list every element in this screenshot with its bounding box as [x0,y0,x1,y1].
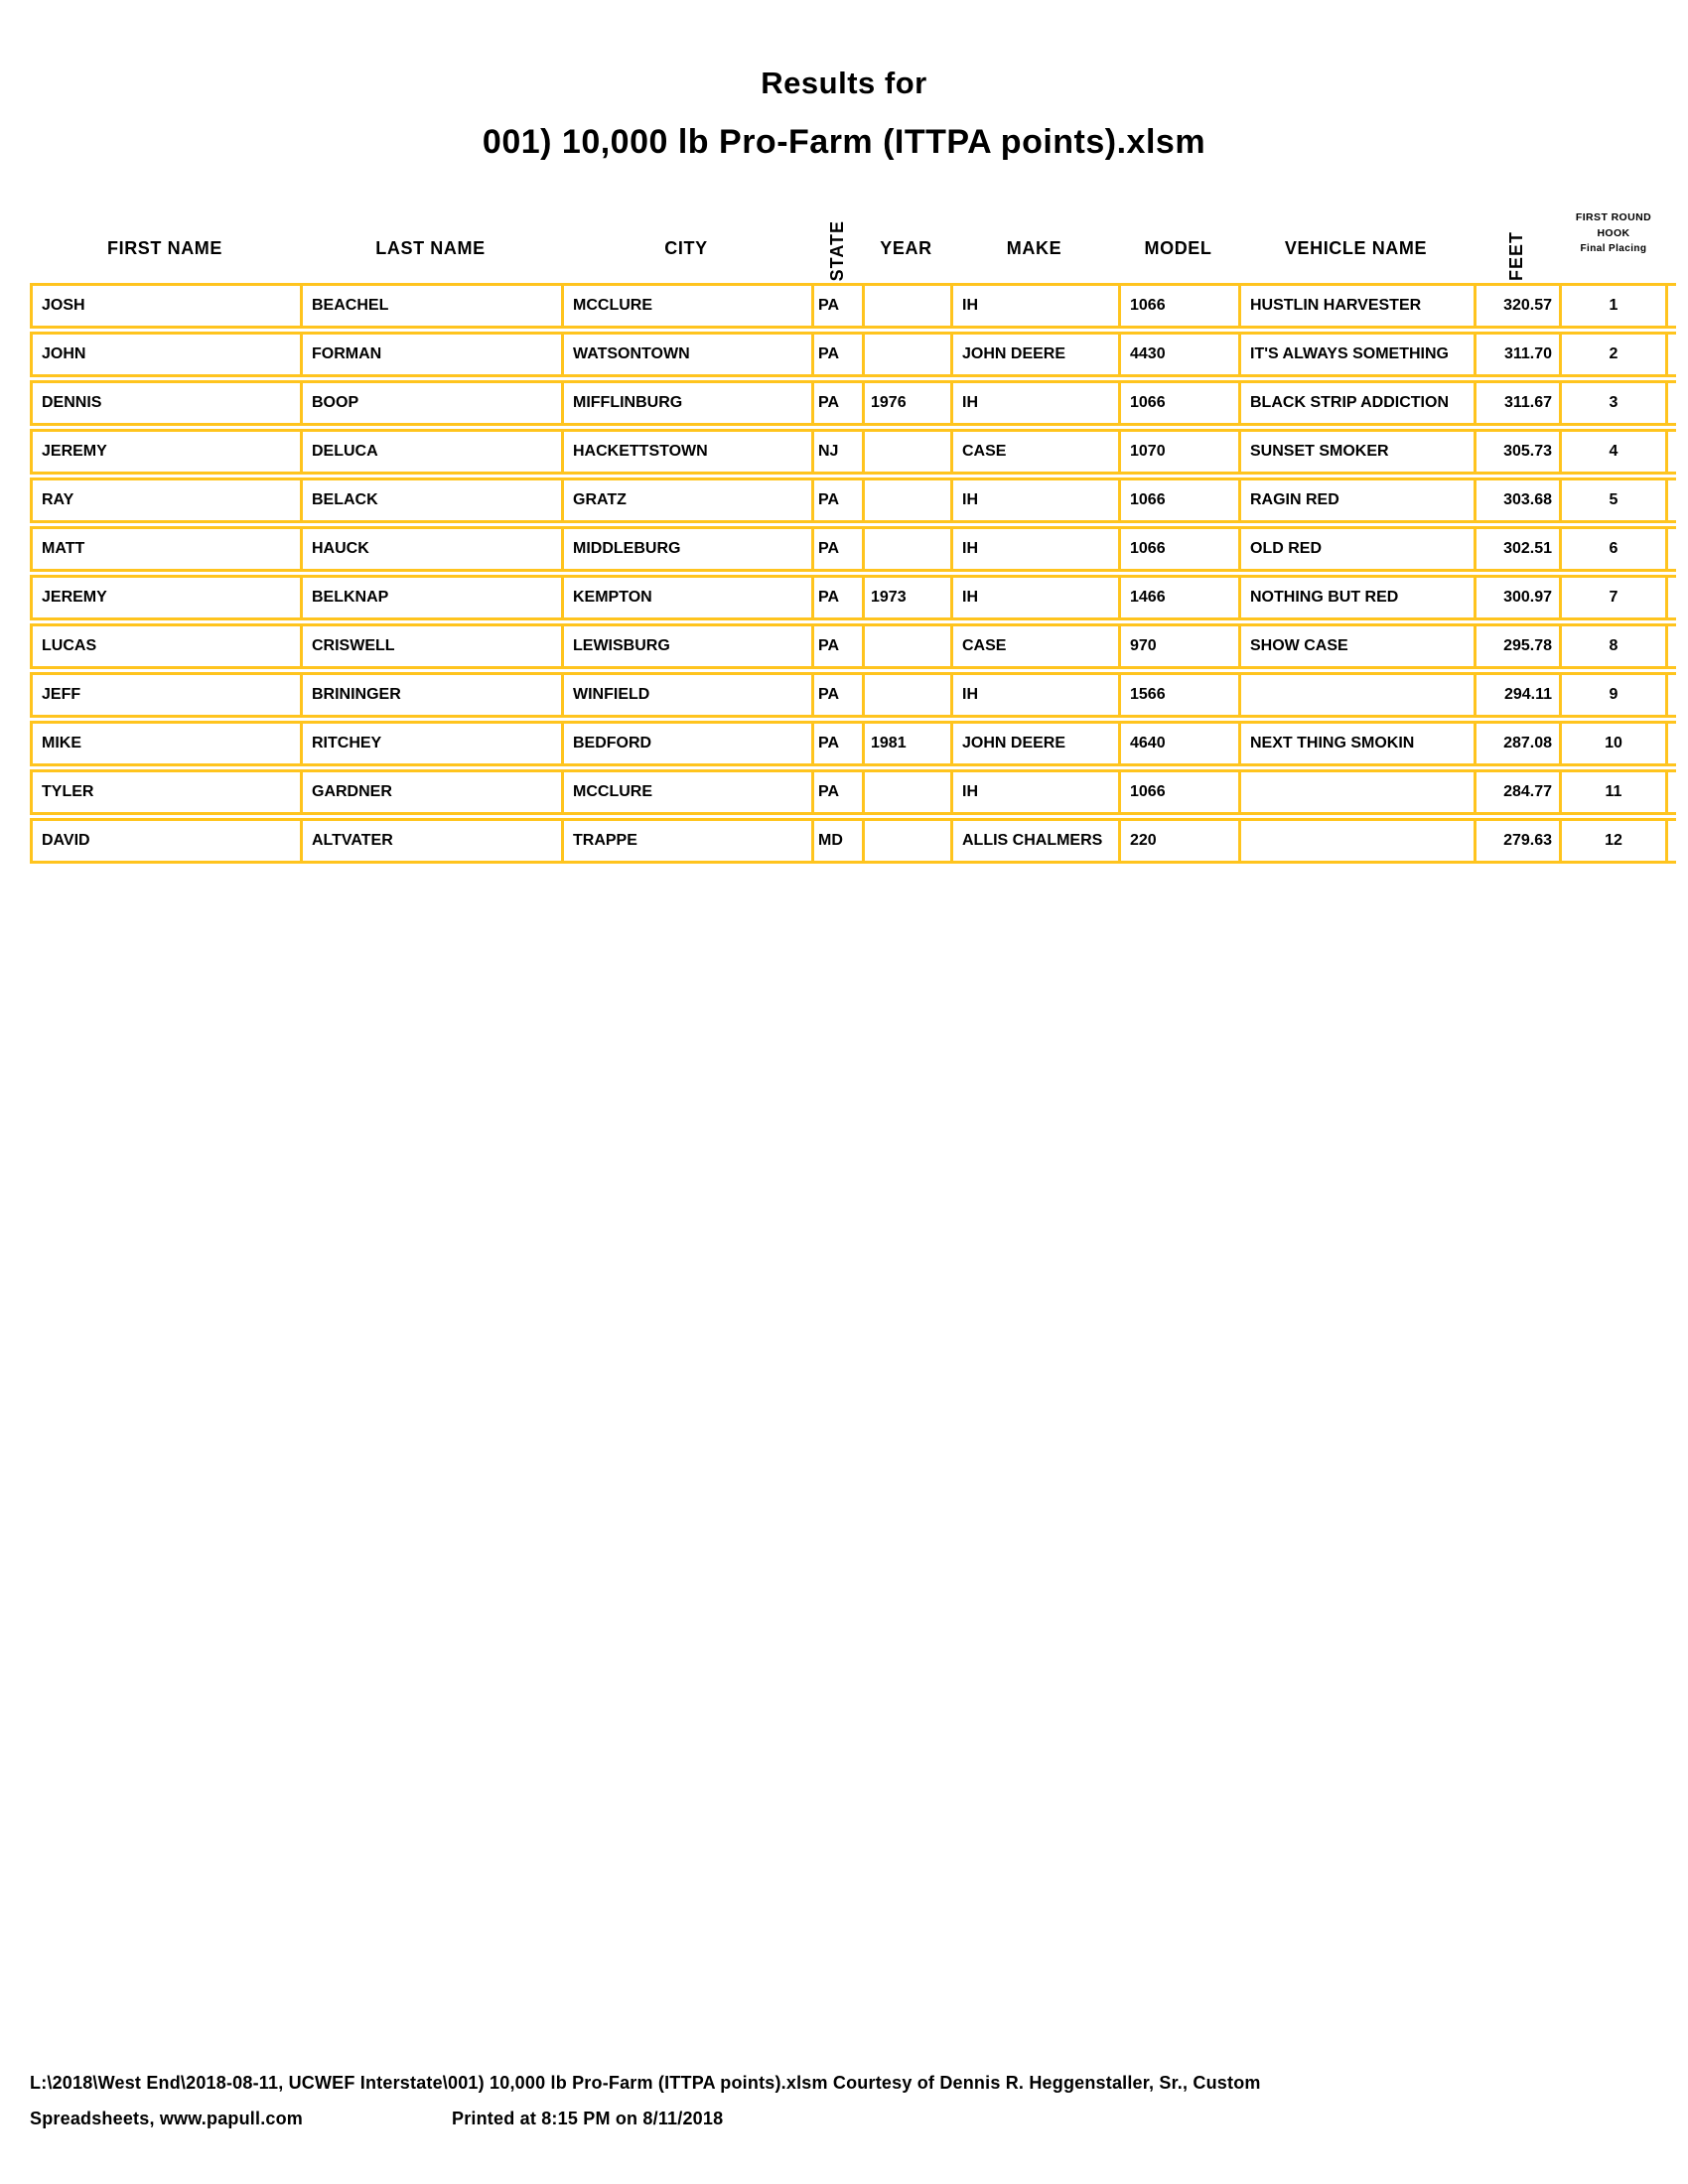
row-border-extension [1668,335,1676,374]
cell-make: ALLIS CHALMERS [950,821,1118,861]
table-row [30,380,1676,426]
cell-feet: 300.97 [1474,578,1559,617]
cell-last-name: GARDNER [300,772,561,812]
cell-feet: 305.73 [1474,432,1559,472]
cell-model: 1066 [1118,383,1238,423]
cell-city: WINFIELD [561,675,811,715]
cell-model: 970 [1118,626,1238,666]
cell-make: JOHN DEERE [950,724,1118,763]
table-row [30,769,1676,815]
cell-make: CASE [950,626,1118,666]
cell-placing: 6 [1559,529,1668,569]
page-title-line1: Results for [761,66,927,100]
cell-vehicle-name: OLD RED [1238,529,1474,569]
cell-make: IH [950,286,1118,326]
placing-header-line3: Final Placing [1580,243,1647,254]
placing-header-line2: HOOK [1597,227,1630,239]
cell-last-name: BEACHEL [300,286,561,326]
cell-model: 220 [1118,821,1238,861]
cell-placing: 2 [1559,335,1668,374]
row-border-extension [1668,772,1676,812]
footer-line2 [30,2101,1261,2136]
cell-feet: 320.57 [1474,286,1559,326]
cell-first-name: JEREMY [30,432,300,472]
table-row [30,429,1676,475]
footer-line2-right: Printed at 8:15 PM on 8/11/2018 [452,2109,724,2128]
col-header-make: MAKE [1006,238,1062,258]
cell-make: CASE [950,432,1118,472]
cell-vehicle-name: RAGIN RED [1238,480,1474,520]
cell-state: MD [811,821,862,861]
cell-state: PA [811,626,862,666]
cell-year: 1976 [862,383,950,423]
cell-feet: 287.08 [1474,724,1559,763]
col-header-year: YEAR [880,238,932,258]
row-border-extension [1668,432,1676,472]
table-header-row [30,194,1676,283]
cell-vehicle-name: HUSTLIN HARVESTER [1238,286,1474,326]
cell-vehicle-name: SUNSET SMOKER [1238,432,1474,472]
cell-year [862,626,950,666]
row-border-extension [1668,383,1676,423]
cell-year [862,480,950,520]
cell-state: PA [811,724,862,763]
header-spacer [1668,259,1676,283]
cell-model: 1066 [1118,480,1238,520]
cell-make: IH [950,578,1118,617]
cell-feet: 311.67 [1474,383,1559,423]
cell-feet: 302.51 [1474,529,1559,569]
cell-city: KEMPTON [561,578,811,617]
cell-first-name: DENNIS [30,383,300,423]
cell-vehicle-name: BLACK STRIP ADDICTION [1238,383,1474,423]
table-row [30,478,1676,523]
table-row [30,283,1676,329]
cell-make: IH [950,383,1118,423]
cell-make: IH [950,675,1118,715]
cell-city: MCCLURE [561,772,811,812]
col-header-city: CITY [664,238,708,258]
row-border-extension [1668,675,1676,715]
cell-model: 1066 [1118,772,1238,812]
cell-first-name: JEREMY [30,578,300,617]
col-header-model: MODEL [1144,238,1212,258]
cell-first-name: RAY [30,480,300,520]
row-border-extension [1668,286,1676,326]
cell-last-name: DELUCA [300,432,561,472]
cell-city: TRAPPE [561,821,811,861]
cell-year [862,286,950,326]
cell-model: 4640 [1118,724,1238,763]
cell-vehicle-name: IT'S ALWAYS SOMETHING [1238,335,1474,374]
cell-city: LEWISBURG [561,626,811,666]
cell-state: PA [811,286,862,326]
cell-year [862,772,950,812]
cell-last-name: BELACK [300,480,561,520]
col-header-first-round-hook [1559,209,1668,283]
cell-last-name: CRISWELL [300,626,561,666]
cell-city: MIDDLEBURG [561,529,811,569]
cell-last-name: RITCHEY [300,724,561,763]
row-border-extension [1668,724,1676,763]
cell-model: 1070 [1118,432,1238,472]
cell-feet: 311.70 [1474,335,1559,374]
row-border-extension [1668,578,1676,617]
cell-vehicle-name [1238,772,1474,812]
cell-placing: 5 [1559,480,1668,520]
row-border-extension [1668,821,1676,861]
cell-vehicle-name [1238,821,1474,861]
cell-first-name: MATT [30,529,300,569]
cell-feet: 295.78 [1474,626,1559,666]
cell-year [862,529,950,569]
cell-placing: 11 [1559,772,1668,812]
cell-first-name: JOHN [30,335,300,374]
cell-model: 1066 [1118,529,1238,569]
cell-placing: 8 [1559,626,1668,666]
page-footer [30,2065,1261,2136]
cell-placing: 7 [1559,578,1668,617]
cell-first-name: TYLER [30,772,300,812]
footer-line1: L:\2018\West End\2018-08-11, UCWEF Interstate\001) 10,000 lb Pro-Farm (ITTPA points).xlsm Courtesy of Dennis R. Heggenstaller, Sr., Custom [30,2073,1261,2093]
cell-first-name: DAVID [30,821,300,861]
cell-last-name: BELKNAP [300,578,561,617]
cell-placing: 4 [1559,432,1668,472]
cell-vehicle-name [1238,675,1474,715]
col-header-state: STATE [826,219,847,281]
cell-last-name: BOOP [300,383,561,423]
row-border-extension [1668,626,1676,666]
cell-state: NJ [811,432,862,472]
cell-year [862,335,950,374]
cell-feet: 279.63 [1474,821,1559,861]
cell-year [862,432,950,472]
cell-city: WATSONTOWN [561,335,811,374]
page-title-line2: 001) 10,000 lb Pro-Farm (ITTPA points).xlsm [482,123,1206,161]
table-row [30,721,1676,766]
table-row [30,672,1676,718]
cell-make: IH [950,529,1118,569]
col-header-first-name: FIRST NAME [107,238,222,258]
cell-make: IH [950,772,1118,812]
cell-placing: 3 [1559,383,1668,423]
cell-city: MCCLURE [561,286,811,326]
cell-vehicle-name: NOTHING BUT RED [1238,578,1474,617]
cell-model: 1466 [1118,578,1238,617]
cell-city: MIFFLINBURG [561,383,811,423]
col-header-last-name: LAST NAME [375,238,486,258]
cell-placing: 1 [1559,286,1668,326]
table-row [30,623,1676,669]
cell-first-name: LUCAS [30,626,300,666]
cell-make: IH [950,480,1118,520]
cell-model: 1566 [1118,675,1238,715]
cell-vehicle-name: NEXT THING SMOKIN [1238,724,1474,763]
cell-make: JOHN DEERE [950,335,1118,374]
table-row [30,526,1676,572]
cell-feet: 284.77 [1474,772,1559,812]
cell-placing: 12 [1559,821,1668,861]
cell-state: PA [811,675,862,715]
cell-feet: 303.68 [1474,480,1559,520]
cell-first-name: JOSH [30,286,300,326]
cell-year [862,821,950,861]
cell-last-name: HAUCK [300,529,561,569]
table-row [30,332,1676,377]
cell-first-name: JEFF [30,675,300,715]
results-table [30,194,1676,867]
cell-state: PA [811,480,862,520]
cell-city: HACKETTSTOWN [561,432,811,472]
cell-state: PA [811,383,862,423]
cell-city: BEDFORD [561,724,811,763]
table-row [30,818,1676,864]
row-border-extension [1668,480,1676,520]
table-row [30,575,1676,620]
cell-last-name: ALTVATER [300,821,561,861]
cell-placing: 9 [1559,675,1668,715]
col-header-feet: FEET [1506,230,1526,281]
cell-state: PA [811,529,862,569]
row-border-extension [1668,529,1676,569]
cell-model: 1066 [1118,286,1238,326]
table-body [30,283,1676,864]
cell-last-name: BRININGER [300,675,561,715]
cell-year: 1973 [862,578,950,617]
cell-vehicle-name: SHOW CASE [1238,626,1474,666]
cell-state: PA [811,772,862,812]
cell-placing: 10 [1559,724,1668,763]
cell-first-name: MIKE [30,724,300,763]
cell-year [862,675,950,715]
cell-state: PA [811,335,862,374]
placing-header-line1: FIRST ROUND [1575,211,1652,223]
footer-line2-left: Spreadsheets, www.papull.com [30,2109,304,2128]
cell-state: PA [811,578,862,617]
cell-model: 4430 [1118,335,1238,374]
cell-city: GRATZ [561,480,811,520]
cell-last-name: FORMAN [300,335,561,374]
col-header-vehicle-name: VEHICLE NAME [1284,238,1428,258]
cell-year: 1981 [862,724,950,763]
cell-feet: 294.11 [1474,675,1559,715]
